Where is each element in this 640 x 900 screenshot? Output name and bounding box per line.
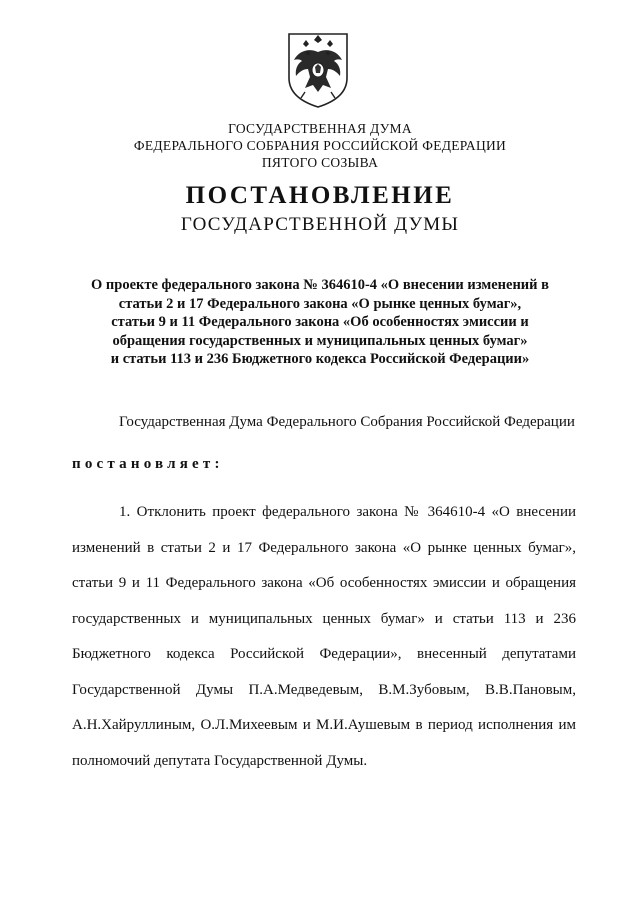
paragraph-line: Государственной Думы П.А.Медведевым, В.М.Зубовым, В.В.Пановым, [72,681,576,698]
preamble-text: Государственная Дума Федерального Собрания Российской Федерации [119,414,575,430]
resolution-subject [60,276,580,369]
issuer-header [0,120,640,171]
decides-keyword: постановляет: [72,456,224,472]
document-subtitle: ГОСУДАРСТВЕННОЙ ДУМЫ [180,214,460,235]
subject-line: обращения государственных и муниципальных ценных бумаг» [112,332,528,349]
subject-line: и статьи 113 и 236 Бюджетного кодекса Российской Федерации» [110,351,530,367]
paragraph-line: полномочий депутата Государственной Думы. [72,752,368,769]
paragraph-line: А.Н.Хайруллиным, О.Л.Михеевым и М.И.Аушевым в период исполнения им [72,717,576,733]
paragraph-1 [72,504,576,788]
header-line-2: ФЕДЕРАЛЬНОГО СОБРАНИЯ РОССИЙСКОЙ ФЕДЕРАЦИИ [133,138,507,153]
subject-line: статьи 9 и 11 Федерального закона «Об особенностях эмиссии и [111,314,529,330]
paragraph-line: изменений в статьи 2 и 17 Федерального закона «О рынке ценных бумаг», [72,539,576,556]
subject-line: статьи 2 и 17 Федерального закона «О рынке ценных бумаг», [118,295,522,312]
paragraph-line: государственных и муниципальных ценных бумаг» и статьи 113 и 236 [72,610,576,627]
subject-line: О проекте федерального закона № 364610-4 «О внесении изменений в [91,277,549,293]
header-line-1: ГОСУДАРСТВЕННАЯ ДУМА [228,121,412,136]
coat-of-arms-emblem [283,30,353,110]
paragraph-line: статьи 9 и 11 Федерального закона «Об особенностях эмиссии и обращения [72,575,576,591]
document-title: ПОСТАНОВЛЕНИЕ [185,182,455,209]
paragraph-line: Бюджетного кодекса Российской Федерации», внесенный депутатами [72,646,576,662]
paragraph-line: 1. Отклонить проект федерального закона № 364610-4 «О внесении [119,504,576,520]
header-line-3: ПЯТОГО СОЗЫВА [261,155,379,170]
